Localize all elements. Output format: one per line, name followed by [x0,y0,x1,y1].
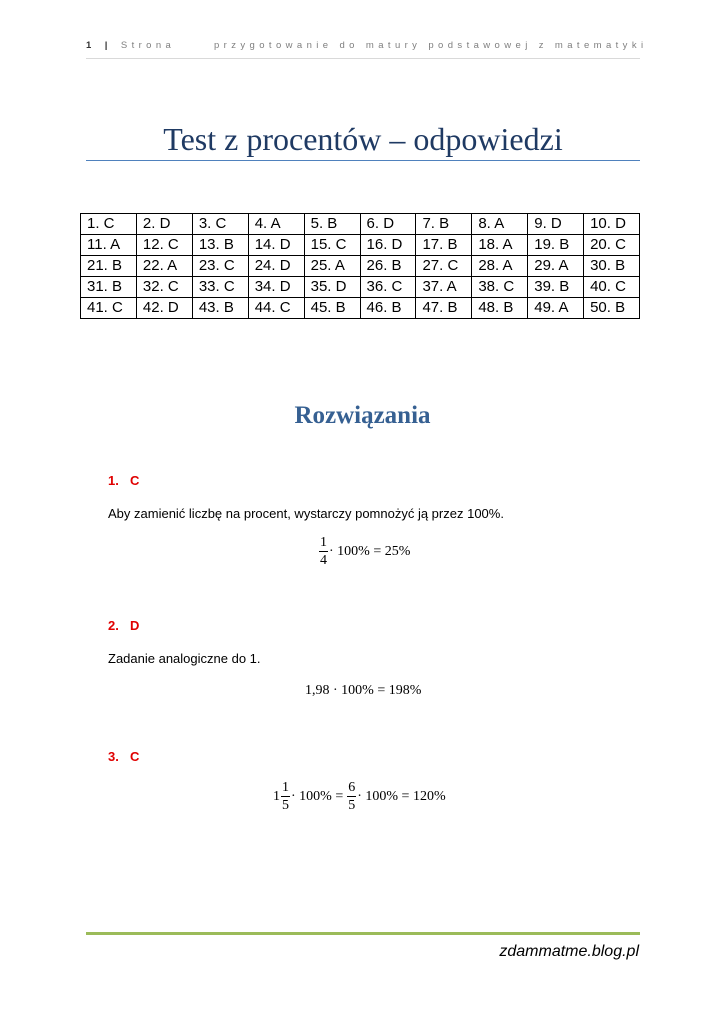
answer-cell: 24. D [248,256,304,277]
solution-3-answer: C [130,749,140,764]
solution-2-number: 2. [108,618,119,633]
answer-cell: 10. D [584,214,640,235]
footer-divider [86,932,640,935]
answers-row [81,235,640,256]
answer-cell: 35. D [304,277,360,298]
answer-cell: 27. C [416,256,472,277]
solution-3-fraction-2 [347,779,356,814]
answers-row [81,277,640,298]
answers-row [81,214,640,235]
page-number: 1 [86,40,96,51]
answer-cell: 30. B [584,256,640,277]
page-header [86,40,648,59]
answer-cell: 17. B [416,235,472,256]
solutions-heading: Rozwiązania [294,402,431,429]
answer-cell: 50. B [584,298,640,319]
answer-cell: 21. B [81,256,137,277]
answer-cell: 3. C [192,214,248,235]
answer-cell: 1. C [81,214,137,235]
solution-2-heading [108,618,139,633]
answer-cell: 47. B [416,298,472,319]
formula-middle: · 100% = [291,788,344,804]
answer-cell: 16. D [360,235,416,256]
answer-cell: 19. B [528,235,584,256]
answers-table [80,213,640,319]
answer-cell: 5. B [304,214,360,235]
solution-3-formula [273,779,446,814]
solution-3-heading [108,749,139,764]
fraction-numerator: 1 [320,535,327,550]
answer-cell: 13. B [192,235,248,256]
footer-site: zdammatme.blog.pl [499,943,639,960]
answers-row [81,298,640,319]
answer-cell: 40. C [584,277,640,298]
answer-cell: 49. A [528,298,584,319]
answer-cell: 22. A [136,256,192,277]
fraction-denominator: 5 [282,798,289,813]
answer-cell: 26. B [360,256,416,277]
answer-cell: 46. B [360,298,416,319]
mixed-whole: 1 [273,788,280,804]
answer-cell: 28. A [472,256,528,277]
answer-cell: 18. A [472,235,528,256]
answer-cell: 43. B [192,298,248,319]
answer-cell: 20. C [584,235,640,256]
formula-rest: · 100% = 25% [329,543,411,559]
answer-cell: 8. A [472,214,528,235]
answer-cell: 11. A [81,235,137,256]
solution-1-answer: C [130,473,140,488]
solution-1-text: Aby zamienić liczbę na procent, wystarczy pomnożyć ją przez 100%. [108,506,504,521]
solution-1-number: 1. [108,473,119,488]
answers-row [81,256,640,277]
answer-cell: 36. C [360,277,416,298]
answer-cell: 32. C [136,277,192,298]
answer-cell: 4. A [248,214,304,235]
answer-cell: 33. C [192,277,248,298]
answer-cell: 37. A [416,277,472,298]
solution-1-fraction [319,534,328,569]
answer-cell: 23. C [192,256,248,277]
solution-3-fraction-1 [281,779,290,814]
answer-cell: 38. C [472,277,528,298]
fraction-denominator: 5 [348,798,356,813]
solution-2-answer: D [130,618,140,633]
solution-3-number: 3. [108,749,119,764]
solution-2-text: Zadanie analogiczne do 1. [108,651,261,666]
answer-cell: 42. D [136,298,192,319]
answer-cell: 14. D [248,235,304,256]
answer-cell: 6. D [360,214,416,235]
answer-cell: 39. B [528,277,584,298]
header-subtitle: przygotowanie do matury podstawowej z matematyki [214,40,648,51]
answer-cell: 12. C [136,235,192,256]
answer-cell: 48. B [472,298,528,319]
answer-cell: 29. A [528,256,584,277]
answer-cell: 9. D [528,214,584,235]
answer-cell: 44. C [248,298,304,319]
answer-cell: 31. B [81,277,137,298]
answer-cell: 41. C [81,298,137,319]
answer-cell: 25. A [304,256,360,277]
fraction-numerator: 6 [348,780,356,795]
page-title: Test z procentów – odpowiedzi [86,118,640,161]
fraction-numerator: 1 [282,780,289,795]
fraction-denominator: 4 [320,553,327,568]
answer-cell: 7. B [416,214,472,235]
answer-cell: 15. C [304,235,360,256]
solution-1-formula [318,534,410,569]
answer-cell: 2. D [136,214,192,235]
answer-cell: 34. D [248,277,304,298]
answer-cell: 45. B [304,298,360,319]
solution-2-formula: 1,98 · 100% = 198% [305,683,422,698]
solution-1-heading [108,473,139,488]
page-word: Strona [120,40,176,51]
formula-rest: · 100% = 120% [357,788,446,804]
header-separator: | [104,40,112,51]
